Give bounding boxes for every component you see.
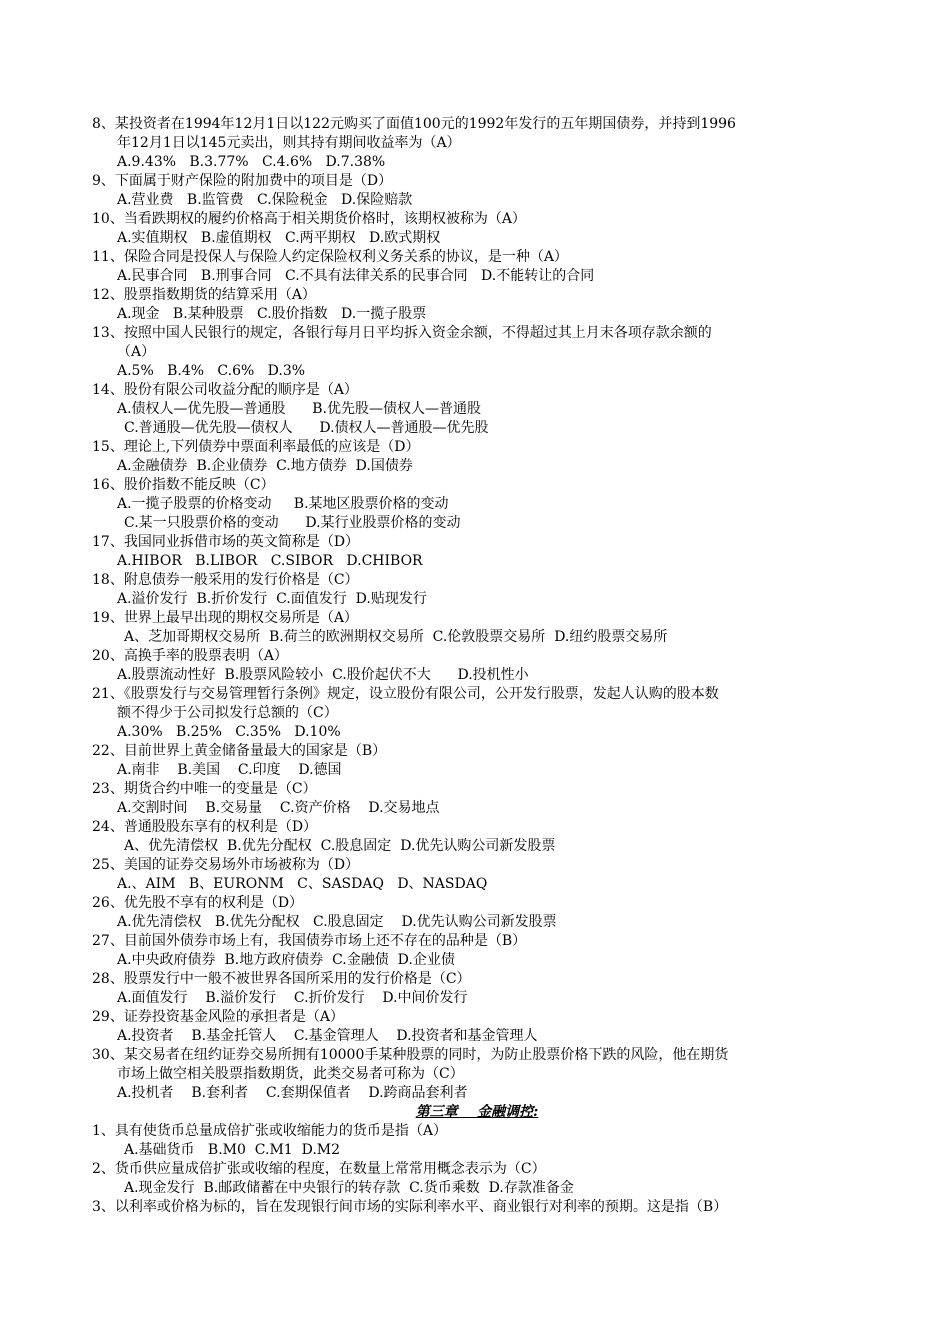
answer-options: A.5% B.4% C.6% D.3% xyxy=(117,363,306,379)
question-line: 23、期货合约中唯一的变量是（C） xyxy=(92,781,317,797)
answer-options: A、芝加哥期权交易所 B.荷兰的欧洲期权交易所 C.伦敦股票交易所 D.纽约股票交易所 xyxy=(124,629,668,645)
answer-options: A.、AIM B、EURONM C、SASDAQ D、NASDAQ xyxy=(117,876,488,892)
answer-options: A.现金发行 B.邮政储蓄在中央银行的转存款 C.货币乘数 D.存款准备金 xyxy=(124,1180,574,1196)
question-line: 16、股价指数不能反映（C） xyxy=(92,477,275,493)
question-line: 14、股份有限公司收益分配的顺序是（A） xyxy=(92,382,358,398)
answer-options: A.民事合同 B.刑事合同 C.不具有法律关系的民事合同 D.不能转让的合同 xyxy=(117,268,595,284)
answer-options: A.实值期权 B.虚值期权 C.两平期权 D.欧式期权 xyxy=(117,230,441,246)
question-line: 15、理论上,下列债券中票面利率最低的应该是（D） xyxy=(92,439,420,455)
answer-options: A.投机者 B.套利者 C.套期保值者 D.跨商品套利者 xyxy=(117,1085,468,1101)
question-line: 17、我国同业拆借市场的英文简称是（D） xyxy=(92,534,360,550)
question-continuation: 市场上做空相关股票指数期货，此类交易者可称为（C） xyxy=(117,1066,464,1082)
question-line: 28、股票发行中一般不被世界各国所采用的发行价格是（C） xyxy=(92,971,471,987)
question-line: 11、保险合同是投保人与保险人约定保险权利义务关系的协议，是一种（A） xyxy=(92,249,568,265)
question-line: 3、以利率或价格为标的，旨在发现银行间市场的实际利率水平、商业银行对利率的预期。这是指（B） xyxy=(92,1199,728,1215)
question-line: 25、美国的证券交易场外市场被称为（D） xyxy=(92,857,360,873)
answer-options: A.现金 B.某种股票 C.股价指数 D.一揽子股票 xyxy=(117,306,427,322)
answer-options: A.HIBOR B.LIBOR C.SIBOR D.CHIBOR xyxy=(117,553,423,569)
question-line: 10、当看跌期权的履约价格高于相关期货价格时，该期权被称为（A） xyxy=(92,211,526,227)
answer-options: A.交割时间 B.交易量 C.资产价格 D.交易地点 xyxy=(117,800,440,816)
answer-options: A.9.43% B.3.77% C.4.6% D.7.38% xyxy=(117,154,386,170)
question-line: 29、证券投资基金风险的承担者是（A） xyxy=(92,1009,344,1025)
answer-options: A.基础货币 B.M0 C.M1 D.M2 xyxy=(124,1142,341,1158)
question-line: 24、普通股股东享有的权利是（D） xyxy=(92,819,318,835)
answer-options: A、优先清偿权 B.优先分配权 C.股息固定 D.优先认购公司新发股票 xyxy=(124,838,556,854)
answer-options: C.普通股—优先股—债权人 D.债权人—普通股—优先股 xyxy=(124,420,489,436)
question-line: 20、高换手率的股票表明（A） xyxy=(92,648,288,664)
answer-options: A.优先清偿权 B.优先分配权 C.股息固定 D.优先认购公司新发股票 xyxy=(117,914,557,930)
answer-options: C.某一只股票价格的变动 D.某行业股票价格的变动 xyxy=(124,515,461,531)
document-body xyxy=(92,115,862,1217)
question-line: 2、货币供应量成倍扩张或收缩的程度，在数量上常常用概念表示为（C） xyxy=(92,1161,546,1177)
question-line: 27、目前国外债券市场上有，我国债券市场上还不存在的品种是（B） xyxy=(92,933,527,949)
question-continuation: （A） xyxy=(117,344,156,360)
answer-options: A.一揽子股票的价格变动 B.某地区股票价格的变动 xyxy=(117,496,449,512)
answer-options: A.债权人—优先股—普通股 B.优先股—债权人—普通股 xyxy=(117,401,481,417)
answer-options: A.营业费 B.监管费 C.保险税金 D.保险赔款 xyxy=(117,192,413,208)
question-line: 1、具有使货币总量成倍扩张或收缩能力的货币是指（A） xyxy=(92,1123,448,1139)
answer-options: A.股票流动性好 B.股票风险较小 C.股价起伏不大 D.投机性小 xyxy=(117,667,529,683)
answer-options: A.投资者 B.基金托管人 C.基金管理人 D.投资者和基金管理人 xyxy=(117,1028,538,1044)
question-line: 8、某投资者在1994年12月1日以122元购买了面值100元的1992年发行的五年期国债券，并持到1996 xyxy=(92,116,736,132)
answer-options: A.面值发行 B.溢价发行 C.折价发行 D.中间价发行 xyxy=(117,990,468,1006)
answer-options: A.南非 B.美国 C.印度 D.德国 xyxy=(117,762,342,778)
answer-options: A.中央政府债券 B.地方政府债券 C.金融债 D.企业债 xyxy=(117,952,455,968)
question-line: 30、某交易者在纽约证券交易所拥有10000手某种股票的同时，为防止股票价格下跌的风险，他在期货 xyxy=(92,1047,729,1063)
question-line: 18、附息债券一般采用的发行价格是（C） xyxy=(92,572,359,588)
chapter-heading: 第三章 金融调控: xyxy=(415,1104,539,1120)
question-continuation: 年12月1日以145元卖出，则其持有期间收益率为（A） xyxy=(117,135,461,151)
question-line: 22、目前世界上黄金储备量最大的国家是（B） xyxy=(92,743,387,759)
question-line: 19、世界上最早出现的期权交易所是（A） xyxy=(92,610,358,626)
answer-options: A.金融债券 B.企业债券 C.地方债券 D.国债券 xyxy=(117,458,413,474)
question-line: 12、股票指数期货的结算采用（A） xyxy=(92,287,316,303)
question-line: 26、优先股不享有的权利是（D） xyxy=(92,895,304,911)
question-continuation: 额不得少于公司拟发行总额的（C） xyxy=(117,705,338,721)
question-line: 9、下面属于财产保险的附加费中的项目是（D） xyxy=(92,173,393,189)
question-line: 21、《股票发行与交易管理暂行条例》规定，设立股份有限公司，公开发行股票，发起人认购的股本数 xyxy=(92,686,719,702)
question-line: 13、按照中国人民银行的规定，各银行每月日平均拆入资金余额，不得超过其上月末各项存款余额的 xyxy=(92,325,712,341)
answer-options: A.30% B.25% C.35% D.10% xyxy=(117,724,341,740)
answer-options: A.溢价发行 B.折价发行 C.面值发行 D.贴现发行 xyxy=(117,591,427,607)
